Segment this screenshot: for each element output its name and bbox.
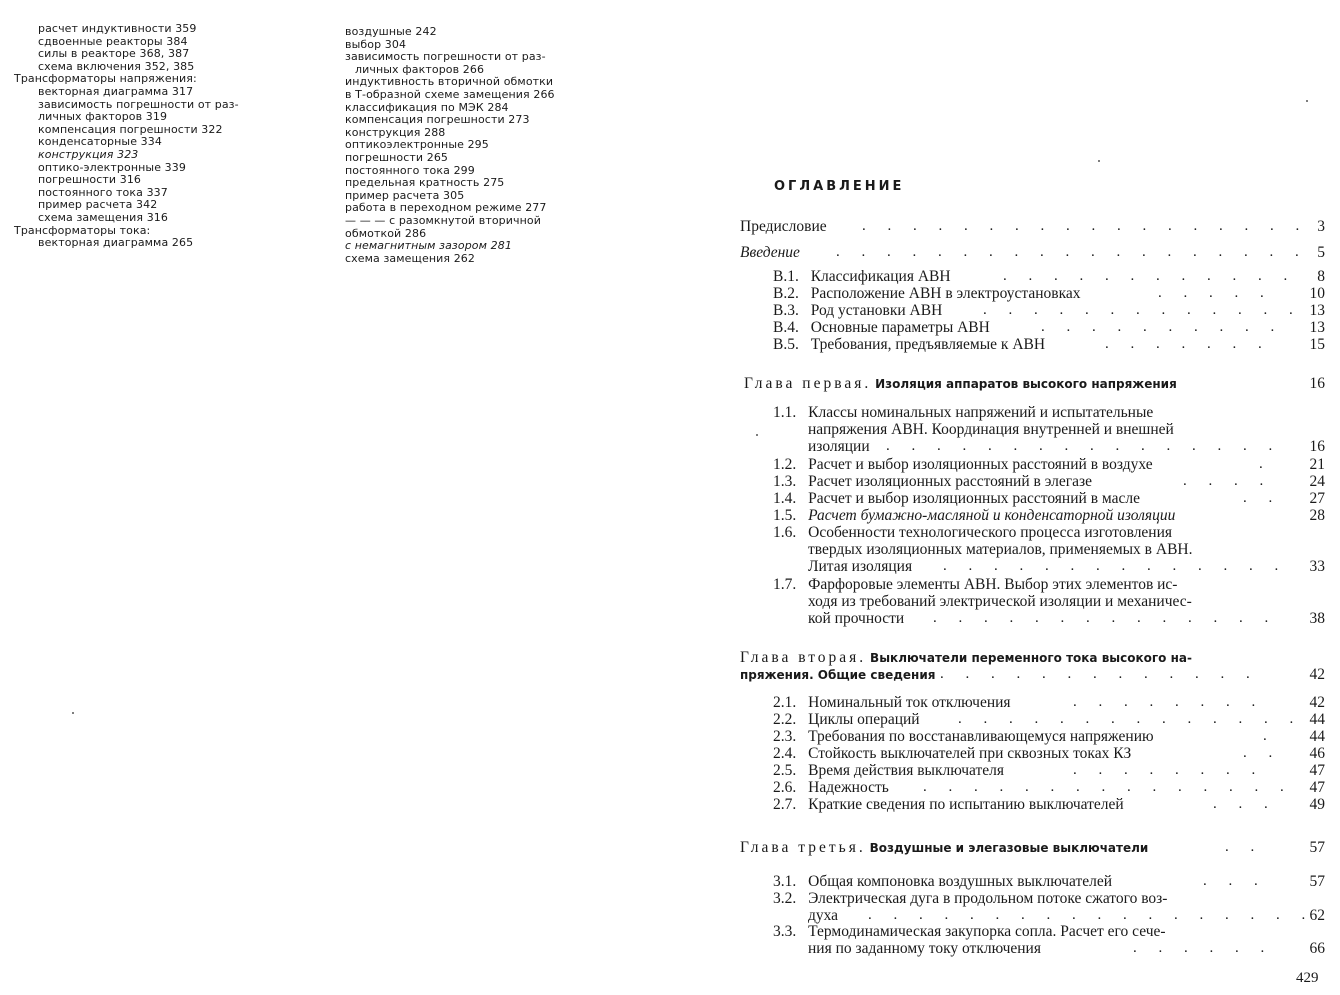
toc-entry-continuation (808, 593, 1325, 610)
index-entry: сдвоенные реакторы 384 (38, 34, 188, 48)
toc-title: ОГЛАВЛЕНИЕ (774, 179, 905, 194)
toc-entry-number: В.3. (773, 302, 799, 319)
toc-entry-label: Особенности технологического процесса изготовления (808, 524, 1173, 541)
index-entry: воздушные 242 (345, 25, 437, 38)
toc-entry (773, 319, 1325, 336)
toc-entry-number: В.1. (773, 268, 799, 285)
index-entry: пример расчета 305 (345, 188, 465, 202)
toc-entry (773, 302, 1325, 319)
toc-chapter-1 (740, 375, 1325, 392)
toc-page-number: 8 (1317, 268, 1325, 285)
toc-entry (773, 873, 1325, 890)
chapter-title: Выключатели переменного тока высокого на- (870, 651, 1192, 665)
toc-entry (773, 404, 1325, 421)
dot-leader: . . . . . . . . . . . . . . . (923, 779, 1293, 795)
toc-page-number: 44 (1309, 711, 1325, 728)
toc-entry-number: В.2. (773, 285, 799, 302)
toc-entry-label: Требования, предъявляемые к АВН (810, 336, 1046, 353)
index-entry: погрешности 316 (38, 173, 142, 187)
toc-page-number: 15 (1309, 336, 1325, 353)
toc-page-number: 13 (1309, 302, 1325, 319)
index-heading: Трансформаторы напряжения: (14, 72, 197, 86)
scan-speck (72, 712, 74, 714)
toc-entry-label: Номинальный ток отключения (808, 694, 1011, 711)
index-entry: предельная кратность 275 (345, 176, 505, 190)
toc-entry-label: Требования по восстанавливающемуся напряжению (808, 728, 1154, 745)
chapter-title: Воздушные и элегазовые выключатели (869, 841, 1149, 855)
toc-page-number: 57 (1309, 873, 1325, 890)
toc-entry-label: Электрическая дуга в продольном потоке сжатого воз- (808, 890, 1168, 907)
index-entry: — — — с разомкнутой вторичной (345, 213, 541, 227)
toc-entry (773, 779, 1325, 796)
toc-entry-number: 2.5. (773, 762, 797, 779)
dot-leader: . . (1225, 839, 1264, 855)
toc-entry-number: 3.3. (773, 923, 797, 940)
toc-entry-label: Род установки АВН (810, 302, 943, 319)
toc-entry-continuation (808, 541, 1325, 558)
index-entry: выбор 304 (345, 37, 407, 51)
dot-leader: . . . . . . (1133, 940, 1274, 956)
toc-entry-number: 1.5. (773, 507, 797, 524)
toc-entry-label: Предисловие (740, 218, 827, 235)
toc-entry-number: 2.2. (773, 711, 797, 728)
toc-entry-label: Время действия выключателя (808, 762, 1005, 779)
toc-entry-number: 1.1. (773, 404, 797, 421)
toc-page-number: 42 (1309, 694, 1325, 711)
index-entry: компенсация погрешности 273 (345, 113, 530, 127)
toc-entry-label: Расположение АВН в электроустановках (810, 285, 1081, 302)
toc-page-number: 38 (1309, 610, 1325, 627)
toc-page-number: 10 (1309, 285, 1325, 302)
index-entry: зависимость погрешности от раз- (345, 50, 546, 64)
index-entry: индуктивность вторичной обмотки (345, 75, 554, 89)
toc-entry-label: ходя из требований электрической изоляции и механичес- (808, 593, 1192, 610)
index-entry: пример расчета 342 (38, 198, 158, 212)
toc-entry-label: духа (808, 907, 839, 924)
toc-entry (773, 507, 1325, 524)
toc-page-number: 24 (1309, 473, 1325, 490)
toc-entry-label: Краткие сведения по испытанию выключателей (808, 796, 1124, 813)
toc-entry-number: 2.7. (773, 796, 797, 813)
toc-chapter-2-continuation (740, 666, 1325, 683)
toc-entry-continuation (808, 438, 1325, 455)
index-entry: схема включения 352, 385 (38, 59, 195, 73)
toc-entry-label: Расчет изоляционных расстояний в элегазе (808, 473, 1092, 490)
toc-page-number: 57 (1309, 839, 1325, 856)
chapter-title: Изоляция аппаратов высокого напряжения (875, 377, 1177, 391)
toc-page-number: 47 (1309, 762, 1325, 779)
toc-entry-label: Общая компоновка воздушных выключателей (808, 873, 1113, 890)
dot-leader: . . . . . . . . (1073, 762, 1265, 778)
toc-entry-label: Классы номинальных напряжений и испытательные (808, 404, 1154, 421)
toc-entry-continuation (808, 940, 1325, 957)
dot-leader: . . . . . . . . . . . . . . . . . . . (836, 244, 1308, 260)
toc-entry-number: 1.3. (773, 473, 797, 490)
toc-entry-label: Расчет и выбор изоляционных расстояний в воздухе (808, 456, 1153, 473)
toc-entry (773, 473, 1325, 490)
index-entry: векторная диаграмма 317 (38, 84, 194, 98)
page-number: 429 (1296, 970, 1319, 986)
toc-entry (773, 456, 1325, 473)
scan-speck (756, 434, 758, 436)
toc-entry (773, 490, 1325, 507)
dot-leader: . . . . . (1158, 285, 1273, 301)
index-entry: работа в переходном режиме 277 (345, 201, 547, 215)
toc-entry-label: Расчет и выбор изоляционных расстояний в масле (808, 490, 1140, 507)
toc-entry-label: Циклы операций (808, 711, 920, 728)
index-column-left (14, 23, 304, 250)
toc-chapter-2 (740, 649, 1325, 666)
index-entry: личных факторов 319 (38, 110, 168, 124)
toc-entry-continuation (808, 610, 1325, 627)
toc-page-number: 33 (1309, 558, 1325, 575)
toc-entry-number: 3.2. (773, 890, 797, 907)
toc-entry-number: 2.3. (773, 728, 797, 745)
toc-entry-number: В.5. (773, 336, 799, 353)
dot-leader: . . . . . . . . . . . . . . . . (886, 438, 1282, 454)
dot-leader: . (1263, 728, 1276, 744)
dot-leader: . . . . . . . . . . . . . . . . . . (862, 218, 1309, 234)
toc-entry-continuation (808, 558, 1325, 575)
toc-entry-continuation (808, 907, 1325, 924)
toc-page-number: 5 (1317, 244, 1325, 261)
toc-entry-continuation (808, 421, 1325, 438)
scan-speck (1098, 160, 1100, 162)
index-entry: конденсаторные 334 (38, 135, 162, 149)
toc-page-number: 27 (1309, 490, 1325, 507)
toc-entry (773, 694, 1325, 711)
toc-page-number: 28 (1309, 507, 1325, 524)
index-heading: Трансформаторы тока: (14, 223, 151, 237)
index-entry: оптикоэлектронные 295 (345, 138, 489, 152)
toc-entry-number: 1.6. (773, 524, 797, 541)
toc-entry-label: Стойкость выключателей при сквозных токах КЗ (808, 745, 1132, 762)
index-entry: погрешности 265 (345, 150, 449, 164)
dot-leader: . . . . . . . . . . . . . (940, 666, 1259, 682)
index-entry: схема замещения 262 (345, 251, 475, 265)
index-entry: личных факторов 266 (355, 62, 485, 76)
toc-entry (773, 728, 1325, 745)
toc-entry-label: Литая изоляция (808, 558, 913, 575)
toc-page-number: 16 (1309, 375, 1325, 392)
toc-entry (773, 796, 1325, 813)
toc-page-number: 16 (1309, 438, 1325, 455)
dot-leader: . . . . . . . . (1073, 694, 1265, 710)
toc-entry-label: Термодинамическая закупорка сопла. Расчет его сече- (808, 923, 1166, 940)
dot-leader: . . . . (1183, 473, 1273, 489)
toc-entry (773, 285, 1325, 302)
toc-entry-number: 3.1. (773, 873, 797, 890)
toc-entry (773, 268, 1325, 285)
dot-leader: . . . . . . . . . . . . . . (958, 711, 1303, 727)
dot-leader: . (1259, 456, 1272, 472)
toc-entry (773, 336, 1325, 353)
toc-entry (773, 524, 1325, 541)
toc-entry-number: В.4. (773, 319, 799, 336)
toc-entry-number: 2.4. (773, 745, 797, 762)
index-entry: конструкция 323 (38, 147, 139, 161)
chapter-prefix: Глава первая. (744, 375, 872, 392)
index-entry: классификация по МЭК 284 (345, 100, 509, 114)
index-entry: постоянного тока 337 (38, 185, 168, 199)
chapter-prefix: Глава вторая. (740, 649, 867, 666)
index-entry: силы в реакторе 368, 387 (38, 47, 190, 61)
index-entry: расчет индуктивности 359 (38, 22, 197, 35)
dot-leader: . . . . . . . . . . . . . . (933, 610, 1278, 626)
toc-entry-label: Расчет бумажно-масляной и конденсаторной изоляции (808, 507, 1176, 524)
index-entry: оптико-электронные 339 (38, 160, 186, 174)
dot-leader: . . (1243, 490, 1282, 506)
toc-entry-number: 1.2. (773, 456, 797, 473)
dot-leader: . . . (1203, 873, 1267, 889)
index-entry: постоянного тока 299 (345, 163, 475, 177)
toc-entry-number: 2.6. (773, 779, 797, 796)
toc-page-number: 42 (1309, 666, 1325, 683)
toc-entry-label: Классификация АВН (810, 268, 951, 285)
toc-entry (773, 923, 1325, 940)
toc-entry-label: Фарфоровые элементы АВН. Выбор этих элементов ис- (808, 576, 1178, 593)
toc-page-number: 13 (1309, 319, 1325, 336)
toc-entry-number: 1.4. (773, 490, 797, 507)
toc-entry-label: Введение (740, 244, 800, 261)
toc-entry (773, 576, 1325, 593)
toc-chapter-3 (740, 839, 1325, 856)
index-entry: зависимость погрешности от раз- (38, 97, 239, 111)
toc-entry (773, 711, 1325, 728)
index-column-right (345, 26, 605, 265)
chapter-prefix: Глава третья. (740, 839, 866, 856)
toc-entry (773, 762, 1325, 779)
toc-entry-label: ния по заданному току отключения (808, 940, 1041, 957)
index-entry: обмоткой 286 (345, 226, 427, 240)
toc-page-number: 49 (1309, 796, 1325, 813)
dot-leader: . . (1243, 745, 1282, 761)
toc-entry-label: твердых изоляционных материалов, применяемых в АВН. (808, 541, 1193, 558)
toc-page-number: 62 (1309, 907, 1325, 924)
dot-leader: . . . . . . . . . . . . . (983, 302, 1302, 318)
index-entry: с немагнитным зазором 281 (345, 239, 512, 253)
toc-page-number: 44 (1309, 728, 1325, 745)
dot-leader: . . . . . . . . . . (1041, 319, 1284, 335)
toc-entry-intro (740, 244, 1325, 261)
toc-entry-label: Основные параметры АВН (810, 319, 990, 336)
scan-speck (1306, 100, 1308, 102)
toc-entry-preface (740, 218, 1325, 235)
toc-entry-number: 2.1. (773, 694, 797, 711)
toc-entry-label: напряжения АВН. Координация внутренней и внешней (808, 421, 1174, 438)
toc-page-number: 3 (1317, 218, 1325, 235)
toc-entry (773, 745, 1325, 762)
toc-page-number: 66 (1309, 940, 1325, 957)
index-entry: векторная диаграмма 265 (38, 236, 194, 250)
toc-entry-number: 1.7. (773, 576, 797, 593)
index-entry: схема замещения 316 (38, 210, 168, 224)
toc-page-number: 46 (1309, 745, 1325, 762)
chapter-title: пряжения. Общие сведения (740, 668, 936, 682)
index-entry: в Т-образной схеме замещения 266 (345, 87, 555, 101)
toc-entry-label: кой прочности (808, 610, 905, 627)
dot-leader: . . . . . . . . . . . . . . (943, 558, 1288, 574)
dot-leader: . . . . . . . . . . . . (1003, 268, 1297, 284)
toc-entry-label: Надежность (808, 779, 889, 796)
index-entry: конструкция 288 (345, 125, 446, 139)
index-entry: компенсация погрешности 322 (38, 122, 223, 136)
dot-leader: . . . . . . . . . . . . . . . . . . (868, 907, 1315, 923)
dot-leader: . . . (1213, 796, 1277, 812)
toc-entry-label: изоляции (808, 438, 870, 455)
toc-entry (773, 890, 1325, 907)
toc-page-number: 47 (1309, 779, 1325, 796)
toc-page-number: 21 (1309, 456, 1325, 473)
dot-leader: . . . . . . . (1105, 336, 1271, 352)
